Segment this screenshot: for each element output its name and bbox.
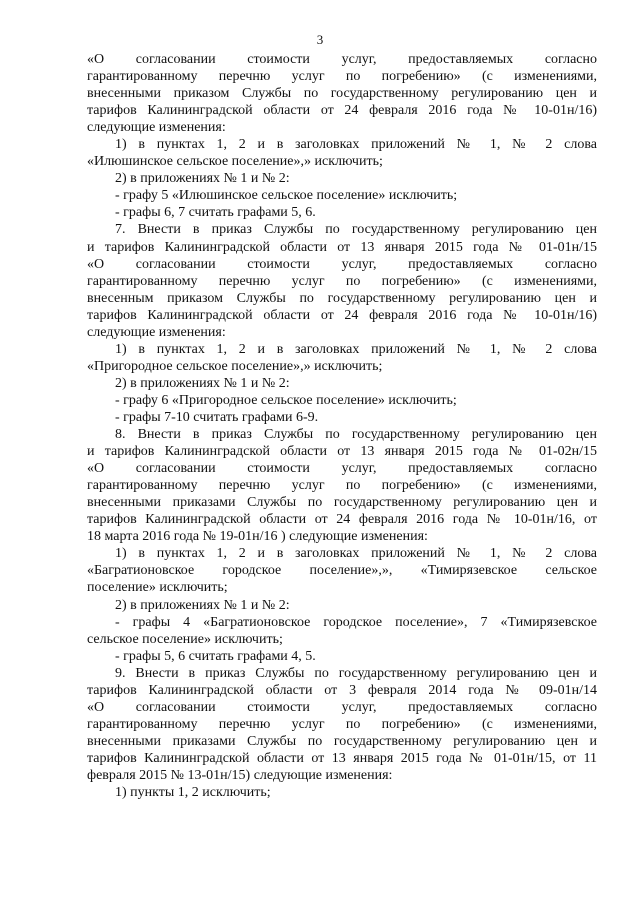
text-line: «Илюшинское сельское поселение»,» исключить; <box>87 154 383 170</box>
text-line: 8. Внести в приказ Службы по государственному регулированию цен <box>115 427 597 443</box>
text-line: «О согласовании стоимости услуг, предоставляемых согласно <box>87 461 597 477</box>
text-line: 1) в пунктах 1, 2 и в заголовках приложений № 1, № 2 слова <box>115 341 597 357</box>
text-line: «О согласовании стоимости услуг, предоставляемых согласно <box>87 52 597 67</box>
text-line: - графу 5 «Илюшинское сельское поселение» исключить; <box>115 188 458 204</box>
text-line: и тарифов Калининградской области от 13 января 2015 года № 01-02н/15 <box>87 444 597 460</box>
text-line: - графы 5, 6 считать графами 4, 5. <box>115 648 316 664</box>
text-line: гарантированному перечню услуг по погребению» (с изменениями, <box>87 478 597 494</box>
text-line: - графу 6 «Пригородное сельское поселение» исключить; <box>115 392 457 408</box>
text-line: тарифов Калининградской области от 3 февраля 2014 года № 09-01н/14 <box>87 682 597 698</box>
document-body <box>87 51 597 801</box>
text-line: «О согласовании стоимости услуг, предоставляемых согласно <box>87 256 597 272</box>
text-line: - графы 4 «Багратионовское городское поселение», 7 «Тимирязевское <box>115 614 597 630</box>
text-line: 2) в приложениях № 1 и № 2: <box>115 171 290 187</box>
text-line: гарантированному перечню услуг по погребению» (с изменениями, <box>87 273 597 289</box>
text-line: 2) в приложениях № 1 и № 2: <box>115 597 290 613</box>
text-line: внесенными приказами Службы по государственному регулированию цен и <box>87 733 597 749</box>
text-line: 18 марта 2016 года № 19-01н/16 ) следующие изменения: <box>87 529 428 545</box>
text-line: тарифов Калининградской области от 24 февраля 2016 года № 10-01н/16) <box>87 307 597 323</box>
text-line: 1) в пунктах 1, 2 и в заголовках приложений № 1, № 2 слова <box>115 137 597 153</box>
text-line: «О согласовании стоимости услуг, предоставляемых согласно <box>87 699 597 715</box>
text-line: 2) в приложениях № 1 и № 2: <box>115 375 290 391</box>
text-line: «Багратионовское городское поселение»,», «Тимирязевское сельское <box>87 563 597 579</box>
text-line: гарантированному перечню услуг по погребению» (с изменениями, <box>87 716 597 732</box>
text-line: - графы 7-10 считать графами 6-9. <box>115 409 319 425</box>
text-line: 9. Внести в приказ Службы по государственному регулированию цен и <box>115 665 597 681</box>
text-line: следующие изменения: <box>87 120 226 136</box>
text-line: - графы 6, 7 считать графами 5, 6. <box>115 205 316 221</box>
text-line: сельское поселение» исключить; <box>87 631 283 647</box>
text-line: 7. Внести в приказ Службы по государственному регулированию цен <box>115 222 597 238</box>
text-line: 1) в пунктах 1, 2 и в заголовках приложений № 1, № 2 слова <box>115 546 597 562</box>
page-number: 3 <box>316 32 324 47</box>
text-line: внесенным приказом Службы по государственному регулированию цен и <box>87 290 597 306</box>
text-line: гарантированному перечню услуг по погребению» (с изменениями, <box>87 69 597 85</box>
text-line: внесенными приказами Службы по государственному регулированию цен и <box>87 495 597 511</box>
text-line: тарифов Калининградской области от 24 февраля 2016 года № 10-01н/16, от <box>87 512 597 528</box>
text-line: «Пригородное сельское поселение»,» исключить; <box>87 358 383 374</box>
text-line: тарифов Калининградской области от 13 января 2015 года № 01-01н/15, от 11 <box>87 750 597 766</box>
text-line: внесенными приказом Службы по государственному регулированию цен и <box>87 86 597 102</box>
text-line: 1) пункты 1, 2 исключить; <box>115 785 271 801</box>
text-line: и тарифов Калининградской области от 13 января 2015 года № 01-01н/15 <box>87 239 597 255</box>
text-line: следующие изменения: <box>87 324 226 340</box>
text-line: поселение» исключить; <box>87 580 228 596</box>
text-line: февраля 2015 № 13-01н/15) следующие изменения: <box>87 767 393 783</box>
text-line: тарифов Калининградской области от 24 февраля 2016 года № 10-01н/16) <box>87 103 597 119</box>
